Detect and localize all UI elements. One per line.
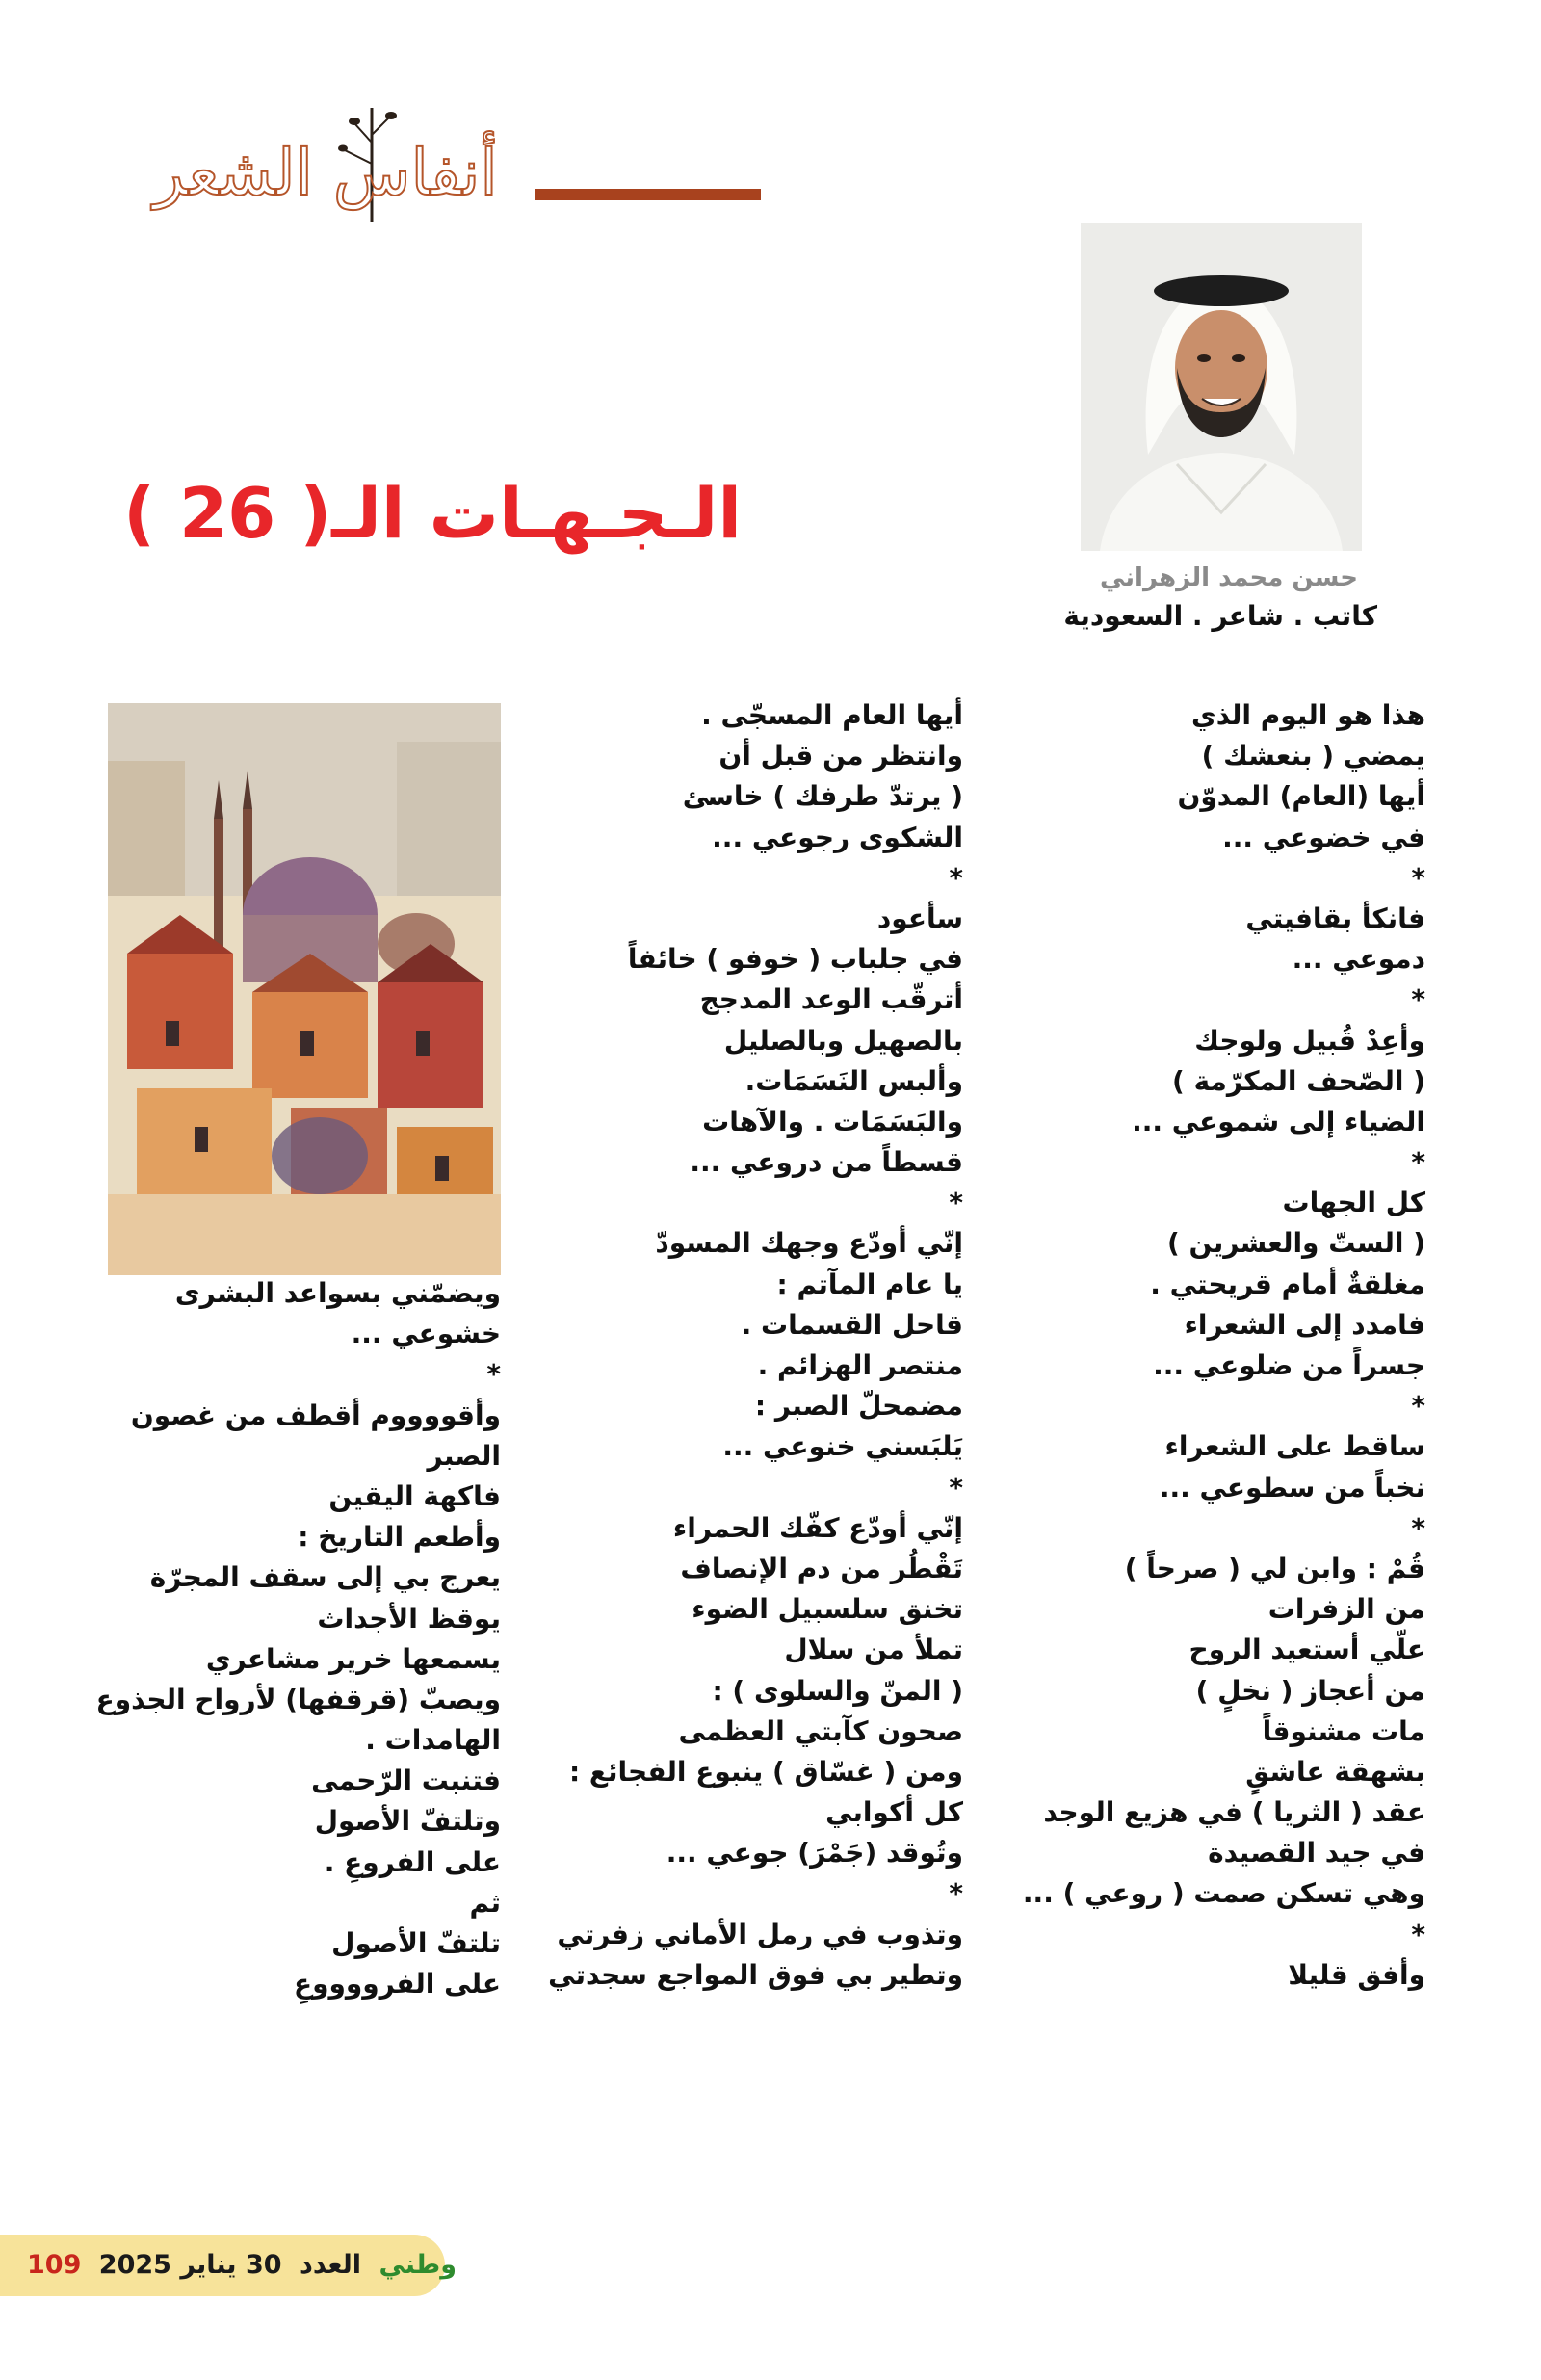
poem-line: مضمحلّ الصبر :: [754, 1390, 963, 1423]
poem-line: *: [949, 1877, 963, 1910]
poem-line: عقد ( الثريا ) في هزيع الوجد: [1043, 1796, 1425, 1829]
poem-line: يمضي ( بنعشك ): [1201, 740, 1425, 772]
poem-line: ( الستّ والعشرين ): [1166, 1227, 1425, 1260]
poem-line: صحون كآبتي العظمى: [678, 1714, 963, 1747]
poem-line: علّي أستعيد الروح: [1188, 1634, 1425, 1666]
poem-line: الصبر: [427, 1439, 501, 1472]
poem-line: من أعجاز ( نخلٍ ): [1195, 1674, 1425, 1707]
poem-line: فاكهة اليقين: [328, 1479, 501, 1512]
poem-line: وألبس النَسَمَات.: [744, 1064, 963, 1097]
poem-line: وتطير بي فوق المواجع سجدتي: [548, 1958, 963, 1991]
logo-underline: [535, 189, 761, 200]
poem-line: قُمْ : وابن لي ( صرحاً ): [1124, 1552, 1425, 1584]
section-logo-text: أنفاس الشعر: [153, 136, 498, 210]
poem-line: يعرج بي إلى سقف المجرّة: [149, 1561, 501, 1594]
poem-line: قاحل القسمات .: [741, 1308, 963, 1341]
poem-line: ثم: [469, 1886, 501, 1919]
poem-line: ( يرتدّ طرفك ) خاسئ: [682, 780, 963, 813]
poem-line: في جلباب ( خوفو ) خائفاً: [627, 943, 963, 976]
poem-line: *: [949, 861, 963, 894]
poem-line: دموعي ...: [1292, 943, 1425, 976]
issue-label: العدد: [299, 2250, 362, 2280]
poem-line: مغلقةٌ أمام قريحتي .: [1150, 1268, 1425, 1300]
poem-line: وانتظر من قبل أن: [718, 740, 963, 772]
poem-line: *: [486, 1358, 501, 1391]
poem-line: على الفرووووعِ: [293, 1968, 501, 2001]
poem-line: نخباً من سطوعي ...: [1159, 1471, 1425, 1504]
poem-line: وتذوب في رمل الأماني زفرتي: [557, 1918, 963, 1950]
poem-line: في جيد القصيدة: [1208, 1837, 1425, 1870]
poem-line: *: [1411, 1390, 1425, 1423]
poem-line: وأعِدْ قُبيل ولوجك: [1194, 1024, 1425, 1057]
poem-line: بشهقة عاشقٍ: [1245, 1755, 1425, 1788]
poem-line: ويضمّني بسواعد البشرى: [174, 1277, 501, 1309]
poem-line: كل أكوابي: [825, 1796, 963, 1829]
poem-line: من الزفرات: [1267, 1593, 1425, 1626]
poem-line: ويصبّ (قرقفها) لأرواح الجذوع: [95, 1683, 501, 1715]
poem-line: إنّي أودّع وجهك المسودّ: [655, 1227, 963, 1260]
section-logo: [114, 96, 653, 222]
poem-line: *: [949, 1471, 963, 1504]
poem-line: تملأ من سلال: [784, 1634, 963, 1666]
poem-line: تخنق سلسبيل الضوء: [692, 1593, 963, 1626]
poem-line: تلتفّ الأصول: [331, 1927, 501, 1959]
poem-column-right: [1002, 695, 1425, 1996]
poem-line: وهي تسكن صمت ( روعي ) ...: [1022, 1877, 1425, 1910]
poem-line: يسمعها خرير مشاعري: [205, 1642, 501, 1675]
author-name: حسن محمد الزهراني: [1099, 563, 1358, 592]
poem-line: بالصهيل وبالصليل: [723, 1024, 963, 1057]
poem-line: *: [1411, 1146, 1425, 1179]
poem-line: مات مشنوقاً: [1262, 1714, 1425, 1747]
poem-line: أترقّب الوعد المدجج: [699, 983, 963, 1016]
poem-line: يا عام المآتم :: [776, 1268, 963, 1300]
author-role: كاتب . شاعر . السعودية: [1063, 600, 1377, 632]
poem-line: *: [949, 1187, 963, 1219]
poem-line: فامدد إلى الشعراء: [1184, 1308, 1425, 1341]
poem-line: في خضوعي ...: [1222, 821, 1425, 853]
poem-column-middle: [539, 695, 963, 1996]
poem-line: والبَسَمَات . والآهات: [702, 1105, 963, 1138]
poem-line: وتلتفّ الأصول: [314, 1805, 501, 1838]
page-number: 109: [27, 2250, 82, 2280]
poem-line: ( المنّ والسلوى ) :: [712, 1674, 963, 1707]
poem-line: قسطاً من دروعي ...: [690, 1146, 963, 1179]
poem-line: وأطعم التاريخ :: [298, 1521, 501, 1554]
poem-column-left: [96, 1273, 501, 2004]
poem-line: منتصر الهزائم .: [757, 1349, 963, 1381]
poem-line: الضياء إلى شموعي ...: [1132, 1105, 1425, 1138]
poem-line: إنّي أودّع كفّك الحمراء: [672, 1511, 963, 1544]
cityscape-painting: [108, 703, 501, 1275]
poem-line: هذا هو اليوم الذي: [1191, 699, 1425, 731]
issue-date: 30 يناير 2025: [98, 2250, 282, 2280]
poem-line: *: [1411, 983, 1425, 1016]
magazine-name: وطني: [379, 2250, 457, 2280]
poem-line: تَقْطُر من دم الإنصاف: [680, 1552, 963, 1584]
poem-line: خشوعي ...: [351, 1318, 501, 1350]
poem-line: وتُوقد (جَمْرَ) جوعي ...: [666, 1837, 963, 1870]
author-photo: [1081, 223, 1362, 551]
poem-line: وأفق قليلا: [1288, 1958, 1425, 1991]
poem-line: فتنبت الرّحمى: [311, 1765, 501, 1797]
poem-line: ومن ( غسّاق ) ينبوع الفجائع :: [568, 1755, 963, 1788]
page-footer: [0, 2235, 457, 2296]
poem-line: *: [1411, 1511, 1425, 1544]
poem-line: فانكأ بقافيتي: [1245, 902, 1425, 934]
poem-line: وأقووووم أقطف من غصون: [130, 1399, 501, 1431]
poem-line: ساقط على الشعراء: [1164, 1430, 1425, 1463]
poem-line: يوقظ الأجداث: [317, 1602, 501, 1635]
poem-line: الشكوى رجوعي ...: [712, 821, 963, 853]
poem-line: جسراً من ضلوعي ...: [1153, 1349, 1425, 1381]
poem-line: أيها (العام) المدوّن: [1177, 780, 1425, 813]
poem-line: ( الصّحف المكرّمة ): [1172, 1064, 1425, 1097]
poem-line: سأعود: [876, 902, 963, 934]
poem-line: يَلبَسني خنوعي ...: [722, 1430, 963, 1463]
poem-line: الهامدات .: [365, 1724, 501, 1757]
article-title: الـجـهـات الـ( 26 ): [123, 473, 742, 554]
poem-line: *: [1411, 861, 1425, 894]
poem-line: على الفروعِ .: [324, 1845, 501, 1878]
poem-line: أيها العام المسجّى .: [701, 699, 963, 731]
poem-line: *: [1411, 1918, 1425, 1950]
poem-line: كل الجهات: [1282, 1187, 1425, 1219]
